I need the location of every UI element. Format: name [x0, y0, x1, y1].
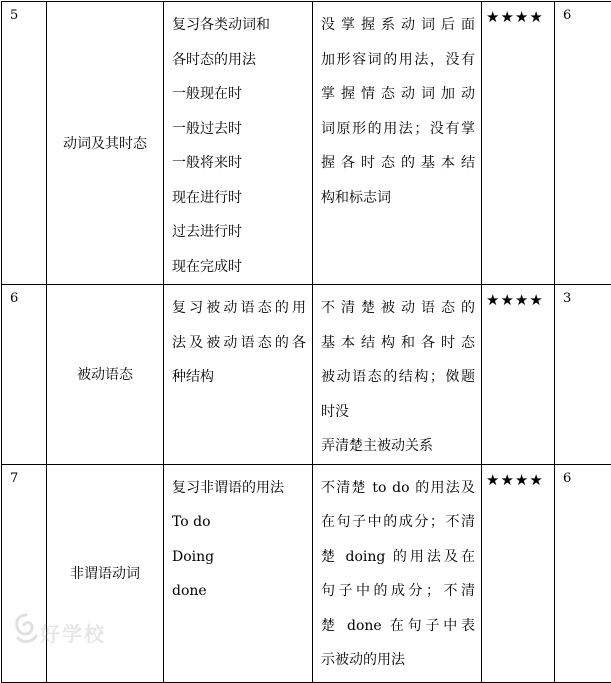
problem-line: 时没	[321, 395, 475, 430]
content-line: 现在进行时	[172, 181, 306, 216]
content-line: 复习各类动词和	[172, 8, 306, 43]
problem-line: 在句子中的成分；不清	[321, 505, 475, 540]
table-row	[2, 464, 611, 682]
problem-line: 握各时态的基本结	[321, 146, 475, 181]
watermark	[12, 612, 132, 648]
hours-cell: 3	[555, 285, 611, 465]
problem-line: 被动语态的结构；傚题	[321, 360, 475, 395]
problem-line: 句子中的成分；不清	[321, 574, 475, 609]
hours-cell: 6	[555, 464, 611, 682]
problem-cell	[313, 464, 482, 682]
content-cell	[164, 285, 313, 465]
problem-line: 不清楚 to do 的用法及	[321, 471, 475, 506]
content-line: 法及被动语态的各	[172, 326, 306, 361]
content-line: Doing	[172, 540, 306, 575]
problem-line: 不清楚被动语态的	[321, 291, 475, 326]
star-rating: ★★★★	[482, 8, 554, 26]
watermark-text: 好学校	[40, 618, 106, 647]
problem-line: 加形容词的用法，没有	[321, 43, 475, 78]
star-rating: ★★★★	[482, 471, 554, 489]
content-line: 各时态的用法	[172, 43, 306, 78]
problem-line: 弄清楚主被动关系	[321, 429, 475, 464]
content-line: 过去进行时	[172, 215, 306, 250]
content-line: 复习非谓语的用法	[172, 471, 306, 506]
problem-cell	[313, 285, 482, 465]
content-line: 一般现在时	[172, 77, 306, 112]
hours-cell: 6	[555, 2, 611, 285]
problem-cell	[313, 2, 482, 285]
topic-cell: 非谓语动词	[47, 464, 164, 682]
logo-swirl-icon	[12, 612, 40, 646]
content-line: 现在完成时	[172, 250, 306, 285]
content-line: 一般将来时	[172, 146, 306, 181]
content-cell	[164, 2, 313, 285]
content-line: To do	[172, 505, 306, 540]
content-line: 复习被动语态的用	[172, 291, 306, 326]
difficulty-cell	[482, 285, 555, 465]
problem-line: 基本结构和各时态	[321, 326, 475, 361]
row-number: 7	[2, 464, 47, 682]
content-line: 种结构	[172, 360, 306, 395]
problem-line: 构和标志词	[321, 181, 475, 216]
difficulty-cell	[482, 464, 555, 682]
content-cell	[164, 464, 313, 682]
content-line: done	[172, 574, 306, 609]
problem-line: 词原形的用法；没有掌	[321, 112, 475, 147]
star-rating: ★★★★	[482, 291, 554, 309]
problem-line: 楚 doing 的用法及在	[321, 540, 475, 575]
row-number: 5	[2, 2, 47, 285]
topic-cell: 被动语态	[47, 285, 164, 465]
problem-line: 没掌握系动词后面	[321, 8, 475, 43]
topic-cell: 动词及其时态	[47, 2, 164, 285]
problem-line: 示被动的用法	[321, 643, 475, 678]
table-row	[2, 285, 611, 465]
content-line: 一般过去时	[172, 112, 306, 147]
problem-line: 掌握情态动词加动	[321, 77, 475, 112]
difficulty-cell	[482, 2, 555, 285]
row-number: 6	[2, 285, 47, 465]
table-row	[2, 2, 611, 285]
curriculum-table	[1, 1, 611, 683]
problem-line: 楚 done 在句子中表	[321, 609, 475, 644]
